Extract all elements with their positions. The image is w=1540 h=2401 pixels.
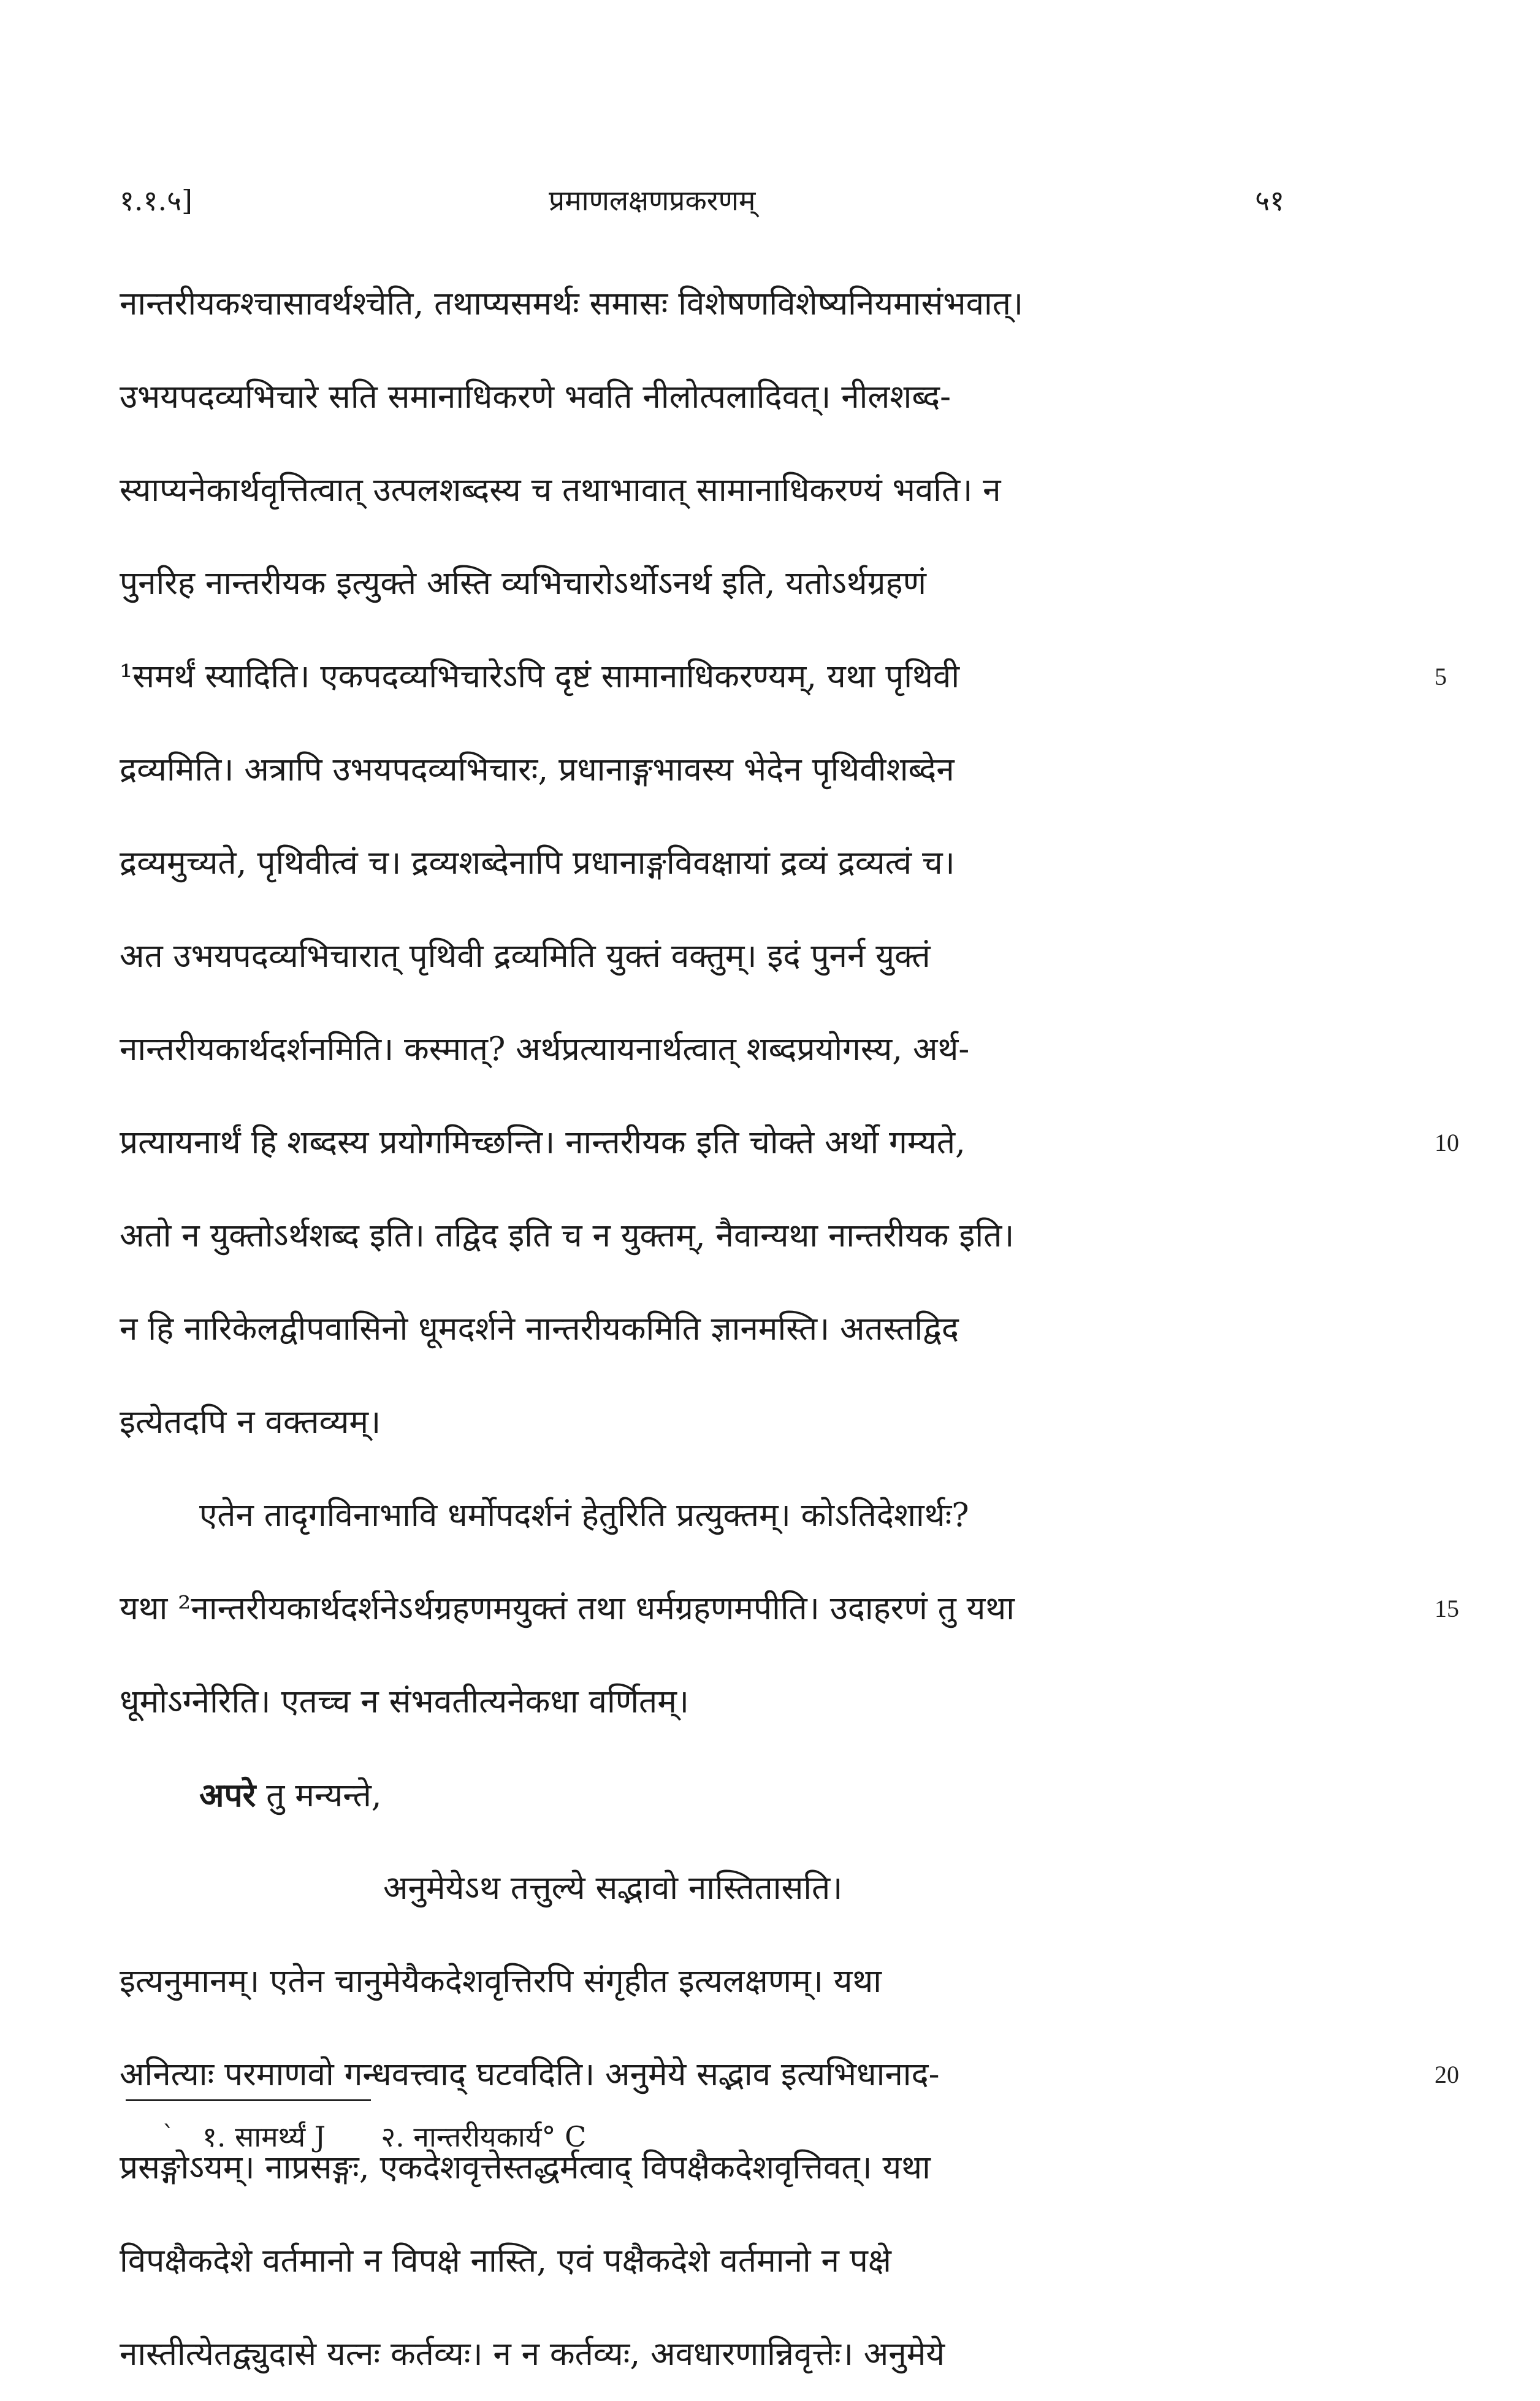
page-number: ५१ [1255, 184, 1284, 217]
chapter-title: प्रमाणलक्षणप्रकरणम् [549, 184, 756, 217]
footnote-1: १. सामर्थ्यं J [202, 2120, 326, 2153]
text-line: प्रत्यायनार्थं हि शब्दस्य प्रयोगमिच्छन्ति। नान्तरीयक इति चोक्ते अर्थो गम्यते, 10 [120, 1096, 1284, 1189]
stray-mark: ` [162, 2121, 175, 2150]
text-line: नान्तरीयकार्थदर्शनमिति। कस्मात्? अर्थप्रत्यायनार्थत्वात् शब्दप्रयोगस्य, अर्थ- [120, 1031, 970, 1068]
text-line: यथा ²नान्तरीयकार्थदर्शनेऽर्थग्रहणमयुक्तं तथा धर्मग्रहणमपीति। उदाहरणं तु यथा 15 [120, 1562, 1284, 1655]
text-line: अतो न युक्तोऽर्थशब्द इति। तद्विद इति च न युक्तम्, नैवान्यथा नान्तरीयक इति। [120, 1217, 1015, 1254]
footnotes [202, 2109, 586, 2164]
line-number: 10 [1435, 1129, 1459, 1156]
text-line: धूमोऽग्नेरिति। एतच्च न संभवतीत्यनेकधा वर्णितम्। [120, 1683, 690, 1720]
text-line: अत उभयपदव्यभिचारात् पृथिवी द्रव्यमिति युक्तं वक्तुम्। इदं पुनर्न युक्तं [120, 937, 931, 975]
text-line: एतेन तादृगविनाभावि धर्मोपदर्शनं हेतुरिति प्रत्युक्तम्। कोऽतिदेशार्थः? [199, 1497, 969, 1534]
line-number: 20 [1435, 2061, 1459, 2088]
text-line: इत्यनुमानम्। एतेन चानुमेयैकदेशवृत्तिरपि संगृहीत इत्यलक्षणम्। यथा [120, 1963, 882, 2000]
bold-lead-word: अपरे [199, 1776, 256, 1814]
verse-line: अनुमेयेऽथ तत्तुल्ये सद्भावो नास्तितासति। [383, 1869, 843, 1907]
text-line: पुनरिह नान्तरीयक इत्युक्ते अस्ति व्यभिचारोऽर्थोऽनर्थ इति, यतोऽर्थग्रहणं [120, 565, 926, 602]
section-reference: १.१.५] [120, 184, 192, 217]
text-line: इत्येतदपि न वक्तव्यम्। [120, 1403, 381, 1441]
text-line: अनित्याः परमाणवो गन्धवत्त्वाद् घटवदिति। अनुमेये सद्भाव इत्यभिधानाद- 20 [120, 2028, 1284, 2121]
line-number: 5 [1435, 663, 1447, 690]
running-header [120, 181, 1284, 230]
text-line: प्रसङ्गोऽयम्। नाप्रसङ्गः, एकदेशवृत्तेस्तद्धर्मत्वाद् विपक्षैकदेशवृत्तिवत्। यथा [120, 2149, 931, 2186]
text-line: स्याप्यनेकार्थवृत्तित्वात् उत्पलशब्दस्य च तथाभावात् सामानाधिकरण्यं भवति। न [120, 471, 1001, 509]
text-line: नान्तरीयकश्चासावर्थश्चेति, तथाप्यसमर्थः समासः विशेषणविशेष्यनियमासंभवात्। [120, 285, 1024, 323]
text-line: द्रव्यमुच्यते, पृथिवीत्वं च। द्रव्यशब्देनापि प्रधानाङ्गविवक्षायां द्रव्यं द्रव्यत्वं च। [120, 844, 955, 882]
footnote-2: २. नान्तरीयकार्य° C [381, 2120, 587, 2153]
text-line: उभयपदव्यभिचारे सति समानाधिकरणे भवति नीलोत्पलादिवत्। नीलशब्द- [120, 378, 951, 416]
text-line: अपरे तु मन्यन्ते, [199, 1776, 382, 1814]
text-line: नास्तीत्येतद्व्युदासे यत्नः कर्तव्यः। न न कर्तव्यः, अवधारणान्निवृत्तेः। अनुमेये [120, 2335, 945, 2373]
text-line: ¹समर्थं स्यादिति। एकपदव्यभिचारेऽपि दृष्टं सामानाधिकरण्यम्, यथा पृथिवी 5 [120, 630, 1284, 723]
footnote-rule [126, 2099, 371, 2101]
text-line: विपक्षैकदेशे वर्तमानो न विपक्षे नास्ति, एवं पक्षैकदेशे वर्तमानो न पक्षे [120, 2242, 891, 2280]
main-text [120, 258, 1459, 2401]
line-number: 15 [1435, 1595, 1459, 1622]
text-line: द्रव्यमिति। अत्रापि उभयपदव्यभिचारः, प्रधानाङ्गभावस्य भेदेन पृथिवीशब्देन [120, 751, 955, 788]
text-line: न हि नारिकेलद्वीपवासिनो धूमदर्शने नान्तरीयकमिति ज्ञानमस्ति। अतस्तद्विद [120, 1310, 959, 1348]
